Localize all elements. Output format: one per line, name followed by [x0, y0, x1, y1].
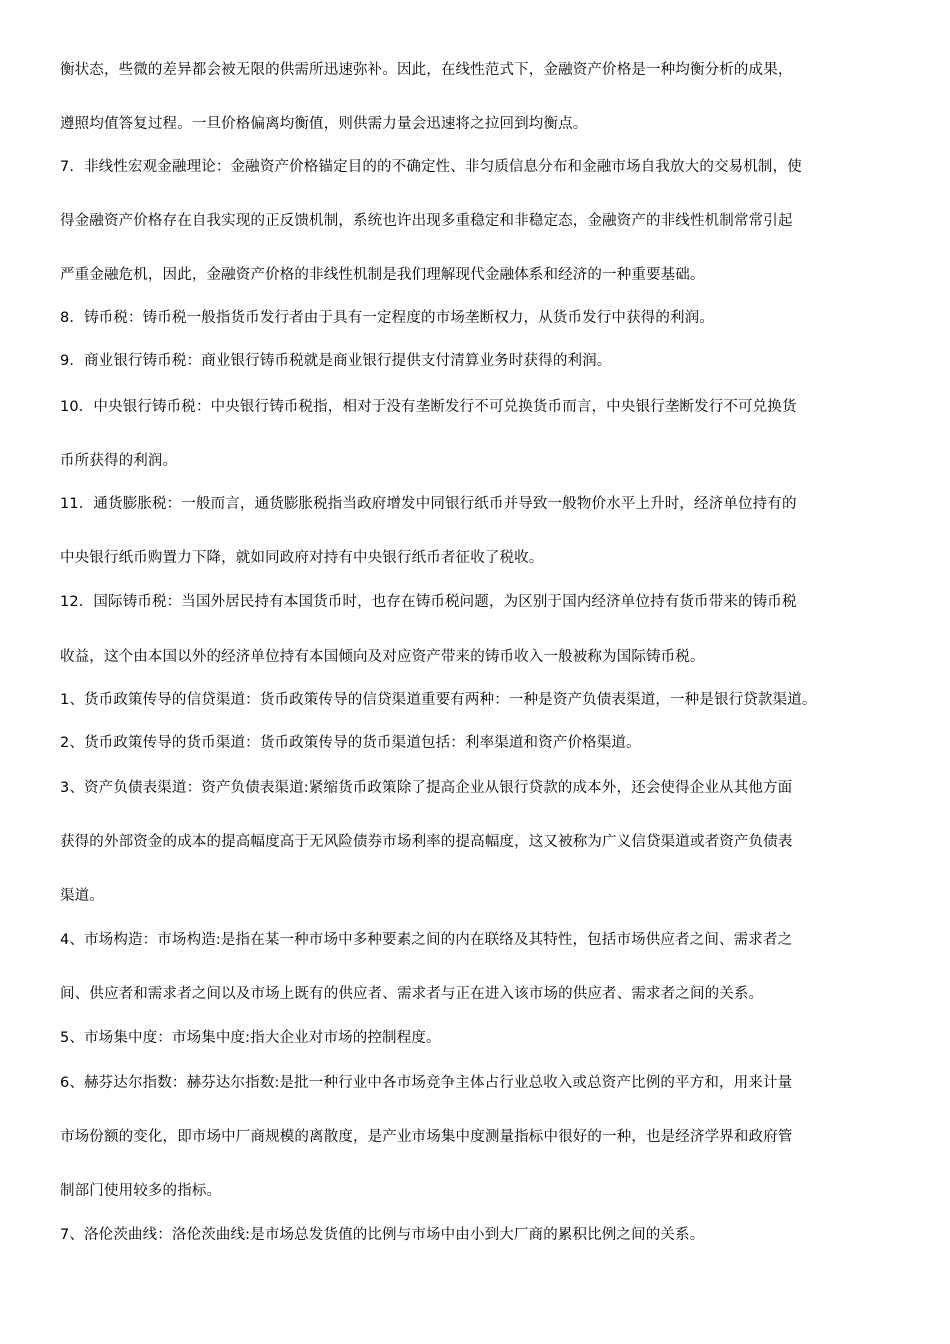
text-line: 制部门使用较多的指标。	[60, 1183, 222, 1199]
text-line: 8．铸币税：铸币税一般指货币发行者由于具有一定程度的市场垄断权力，从货币发行中获得的利润。	[60, 310, 714, 326]
text-line: 7．非线性宏观金融理论：金融资产价格锚定目的的不确定性、非匀质信息分布和金融市场自我放大的交易机制，使	[60, 159, 802, 175]
text-line: 5、市场集中度：市场集中度:指大企业对市场的控制程度。	[60, 1030, 441, 1046]
text-line: 1、货币政策传导的信贷渠道：货币政策传导的信贷渠道重要有两种：一种是资产负债表渠道，一种是银行贷款渠道。	[60, 692, 817, 708]
text-line: 3、资产负债表渠道：资产负债表渠道:紧缩货币政策除了提高企业从银行贷款的成本外，还会使得企业从其他方面	[60, 780, 793, 796]
text-line: 市场份额的变化，即市场中厂商规模的离散度，是产业市场集中度测量指标中很好的一种，也是经济学界和政府管	[60, 1129, 793, 1145]
text-line: 严重金融危机，因此，金融资产价格的非线性机制是我们理解现代金融体系和经济的一种重要基础。	[60, 267, 705, 283]
text-line: 间、供应者和需求者之间以及市场上既有的供应者、需求者与正在进入该市场的供应者、需求者之间的关系。	[60, 986, 764, 1002]
text-line: 遵照均值答复过程。一旦价格偏离均衡值，则供需力量会迅速将之拉回到均衡点。	[60, 116, 588, 132]
text-line: 收益，这个由本国以外的经济单位持有本国倾向及对应资产带来的铸币收入一般被称为国际铸币税。	[60, 649, 705, 665]
text-line: 12．国际铸币税：当国外居民持有本国货币时，也存在铸币税问题，为区别于国内经济单位持有货币带来的铸币税	[60, 594, 797, 610]
text-line: 中央银行纸币购置力下降，就如同政府对持有中央银行纸币者征收了税收。	[60, 550, 544, 566]
text-line: 11．通货膨胀税：一般而言，通货膨胀税指当政府增发中同银行纸币并导致一般物价水平上升时，经济单位持有的	[60, 496, 797, 512]
text-line: 7、洛伦茨曲线：洛伦茨曲线:是市场总发货值的比例与市场中由小到大厂商的累积比例之间的关系。	[60, 1227, 705, 1243]
text-line: 6、赫芬达尔指数：赫芬达尔指数:是批一种行业中各市场竞争主体占行业总收入或总资产比例的平方和，用来计量	[60, 1075, 793, 1091]
text-line: 衡状态，些微的差异都会被无限的供需所迅速弥补。因此，在线性范式下，金融资产价格是一种均衡分析的成果，	[60, 62, 793, 78]
text-line: 4、市场构造：市场构造:是指在某一种市场中多种要素之间的内在联络及其特性，包括市场供应者之间、需求者之	[60, 932, 793, 948]
text-line: 渠道。	[60, 888, 104, 904]
text-line: 得金融资产价格存在自我实现的正反馈机制，系统也许出现多重稳定和非稳定态，金融资产的非线性机制常常引起	[60, 213, 793, 229]
text-line: 币所获得的利润。	[60, 453, 178, 469]
text-line: 获得的外部资金的成本的提高幅度高于无风险债券市场利率的提高幅度，这又被称为广义信贷渠道或者资产负债表	[60, 834, 793, 850]
text-line: 2、货币政策传导的货币渠道：货币政策传导的货币渠道包括：利率渠道和资产价格渠道。	[60, 735, 641, 751]
text-line: 10．中央银行铸币税：中央银行铸币税指，相对于没有垄断发行不可兑换货币而言，中央银行垄断发行不可兑换货	[60, 399, 797, 415]
text-line: 9．商业银行铸币税：商业银行铸币税就是商业银行提供支付清算业务时获得的利润。	[60, 353, 612, 369]
